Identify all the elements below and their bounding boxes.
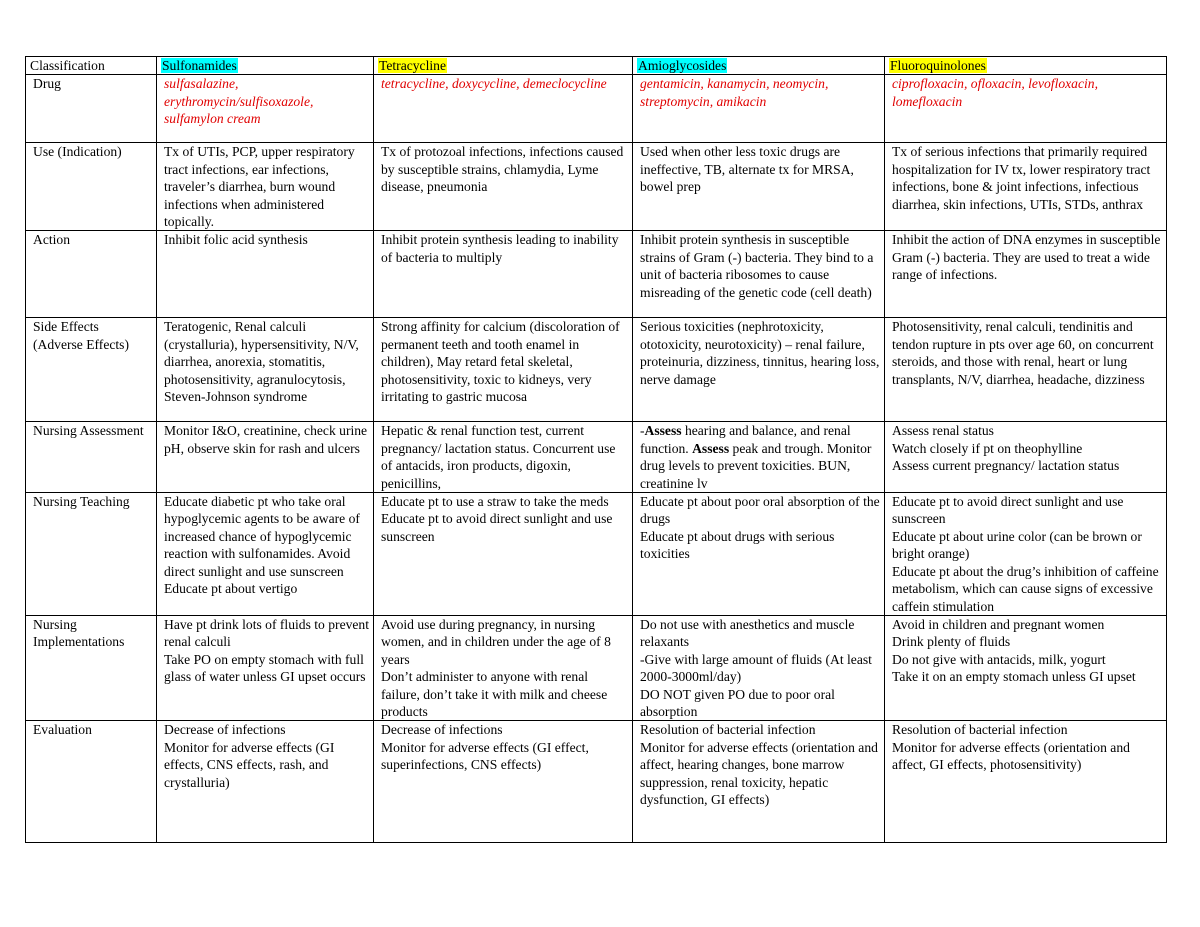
cell-side-effects-fluoroquinolones: Photosensitivity, renal calculi, tendinitis and tendon rupture in pts over age 60, on concurrent steroids, and those with renal, heart or lung transplants, N/V, diarrhea, headache, dizziness bbox=[885, 318, 1167, 422]
cell-drug-fluoroquinolones: ciprofloxacin, ofloxacin, levofloxacin, lomefloxacin bbox=[885, 75, 1167, 143]
row-nursing-implementations bbox=[26, 615, 1167, 720]
cell-action-fluoroquinolones: Inhibit the action of DNA enzymes in susceptible Gram (-) bacteria. They are used to treat a wide range of infections. bbox=[885, 231, 1167, 318]
header-tetracycline: Tetracycline bbox=[374, 57, 633, 75]
cell-teaching-sulfonamides: Educate diabetic pt who take oral hypoglycemic agents to be aware of increased chance of hypoglycemic reaction with sulfonamides. Avoid direct sunlight and use sunscreen Educate pt about vertigo bbox=[157, 493, 374, 616]
header-aminoglycosides: Amioglycosides bbox=[633, 57, 885, 75]
row-label: Use (Indication) bbox=[26, 143, 157, 231]
cell-teaching-aminoglycosides: Educate pt about poor oral absorption of the drugs Educate pt about drugs with serious toxicities bbox=[633, 493, 885, 616]
cell-assessment-tetracycline: Hepatic & renal function test, current pregnancy/ lactation status. Concurrent use of antacids, iron products, digoxin, penicillins, bbox=[374, 422, 633, 493]
cell-implementation-tetracycline: Avoid use during pregnancy, in nursing women, and in children under the age of 8 years Don’t administer to anyone with renal failure, don’t take it with milk and cheese products bbox=[374, 615, 633, 720]
row-label: Nursing Teaching bbox=[26, 493, 157, 616]
cell-evaluation-sulfonamides: Decrease of infections Monitor for adverse effects (GI effects, CNS effects, rash, and crystalluria) bbox=[157, 721, 374, 843]
row-label: Nursing Assessment bbox=[26, 422, 157, 493]
row-action bbox=[26, 231, 1167, 318]
row-label: Nursing Implementations bbox=[26, 615, 157, 720]
row-label: Action bbox=[26, 231, 157, 318]
cell-teaching-fluoroquinolones: Educate pt to avoid direct sunlight and use sunscreen Educate pt about urine color (can be brown or bright orange) Educate pt about the drug’s inhibition of caffeine metabolism, which can cause signs of excessive caffein stimulation bbox=[885, 493, 1167, 616]
cell-teaching-tetracycline: Educate pt to use a straw to take the meds Educate pt to avoid direct sunlight and use sunscreen bbox=[374, 493, 633, 616]
cell-action-tetracycline: Inhibit protein synthesis leading to inability of bacteria to multiply bbox=[374, 231, 633, 318]
header-row bbox=[26, 57, 1167, 75]
row-side-effects bbox=[26, 318, 1167, 422]
cell-action-aminoglycosides: Inhibit protein synthesis in susceptible strains of Gram (-) bacteria. They bind to a unit of bacteria ribosomes to cause misreading of the genetic code (cell death) bbox=[633, 231, 885, 318]
cell-side-effects-aminoglycosides: Serious toxicities (nephrotoxicity, ototoxicity, neurotoxicity) – renal failure, proteinuria, dizziness, tinnitus, hearing loss, nerve damage bbox=[633, 318, 885, 422]
row-evaluation bbox=[26, 721, 1167, 843]
cell-assessment-sulfonamides: Monitor I&O, creatinine, check urine pH, observe skin for rash and ulcers bbox=[157, 422, 374, 493]
cell-implementation-fluoroquinolones: Avoid in children and pregnant women Drink plenty of fluids Do not give with antacids, milk, yogurt Take it on an empty stomach unless GI upset bbox=[885, 615, 1167, 720]
cell-side-effects-sulfonamides: Teratogenic, Renal calculi (crystalluria), hypersensitivity, N/V, diarrhea, anorexia, stomatitis, photosensitivity, agranulocytosis, Steven-Johnson syndrome bbox=[157, 318, 374, 422]
cell-use-aminoglycosides: Used when other less toxic drugs are ineffective, TB, alternate tx for MRSA, bowel prep bbox=[633, 143, 885, 231]
cell-drug-aminoglycosides: gentamicin, kanamycin, neomycin, streptomycin, amikacin bbox=[633, 75, 885, 143]
row-label: Drug bbox=[26, 75, 157, 143]
cell-assessment-fluoroquinolones: Assess renal status Watch closely if pt on theophylline Assess current pregnancy/ lactation status bbox=[885, 422, 1167, 493]
cell-use-tetracycline: Tx of protozoal infections, infections caused by susceptible strains, chlamydia, Lyme disease, pneumonia bbox=[374, 143, 633, 231]
cell-action-sulfonamides: Inhibit folic acid synthesis bbox=[157, 231, 374, 318]
cell-evaluation-aminoglycosides: Resolution of bacterial infection Monitor for adverse effects (orientation and affect, hearing changes, bone marrow suppression, renal toxicity, hepatic dysfunction, GI effects) bbox=[633, 721, 885, 843]
cell-evaluation-tetracycline: Decrease of infections Monitor for adverse effects (GI effect, superinfections, CNS effects) bbox=[374, 721, 633, 843]
cell-use-fluoroquinolones: Tx of serious infections that primarily required hospitalization for IV tx, lower respiratory tract infections, bone & joint infections, infectious diarrhea, skin infections, UTIs, STDs, anthrax bbox=[885, 143, 1167, 231]
cell-drug-sulfonamides: sulfasalazine, erythromycin/sulfisoxazole, sulfamylon cream bbox=[157, 75, 374, 143]
antibiotic-classification-table bbox=[25, 56, 1167, 843]
row-label: Evaluation bbox=[26, 721, 157, 843]
row-use bbox=[26, 143, 1167, 231]
cell-use-sulfonamides: Tx of UTIs, PCP, upper respiratory tract infections, ear infections, traveler’s diarrhea, burn wound infections when administered topically. bbox=[157, 143, 374, 231]
cell-assessment-aminoglycosides: -Assess hearing and balance, and renal function. Assess peak and trough. Monitor drug levels to prevent toxicities. BUN, creatinine lv bbox=[633, 422, 885, 493]
row-nursing-teaching bbox=[26, 493, 1167, 616]
header-classification: Classification bbox=[26, 57, 157, 75]
cell-side-effects-tetracycline: Strong affinity for calcium (discoloration of permanent teeth and tooth enamel in children), May retard fetal skeletal, photosensitivity, toxic to kidneys, very irritating to gastric mucosa bbox=[374, 318, 633, 422]
row-nursing-assessment bbox=[26, 422, 1167, 493]
cell-implementation-aminoglycosides: Do not use with anesthetics and muscle relaxants -Give with large amount of fluids (At least 2000-3000ml/day) DO NOT given PO due to poor oral absorption bbox=[633, 615, 885, 720]
cell-evaluation-fluoroquinolones: Resolution of bacterial infection Monitor for adverse effects (orientation and affect, GI effects, photosensitivity) bbox=[885, 721, 1167, 843]
header-sulfonamides: Sulfonamides bbox=[157, 57, 374, 75]
cell-implementation-sulfonamides: Have pt drink lots of fluids to prevent renal calculi Take PO on empty stomach with full glass of water unless GI upset occurs bbox=[157, 615, 374, 720]
row-drug bbox=[26, 75, 1167, 143]
header-fluoroquinolones: Fluoroquinolones bbox=[885, 57, 1167, 75]
cell-drug-tetracycline: tetracycline, doxycycline, demeclocycline bbox=[374, 75, 633, 143]
row-label: Side Effects (Adverse Effects) bbox=[26, 318, 157, 422]
